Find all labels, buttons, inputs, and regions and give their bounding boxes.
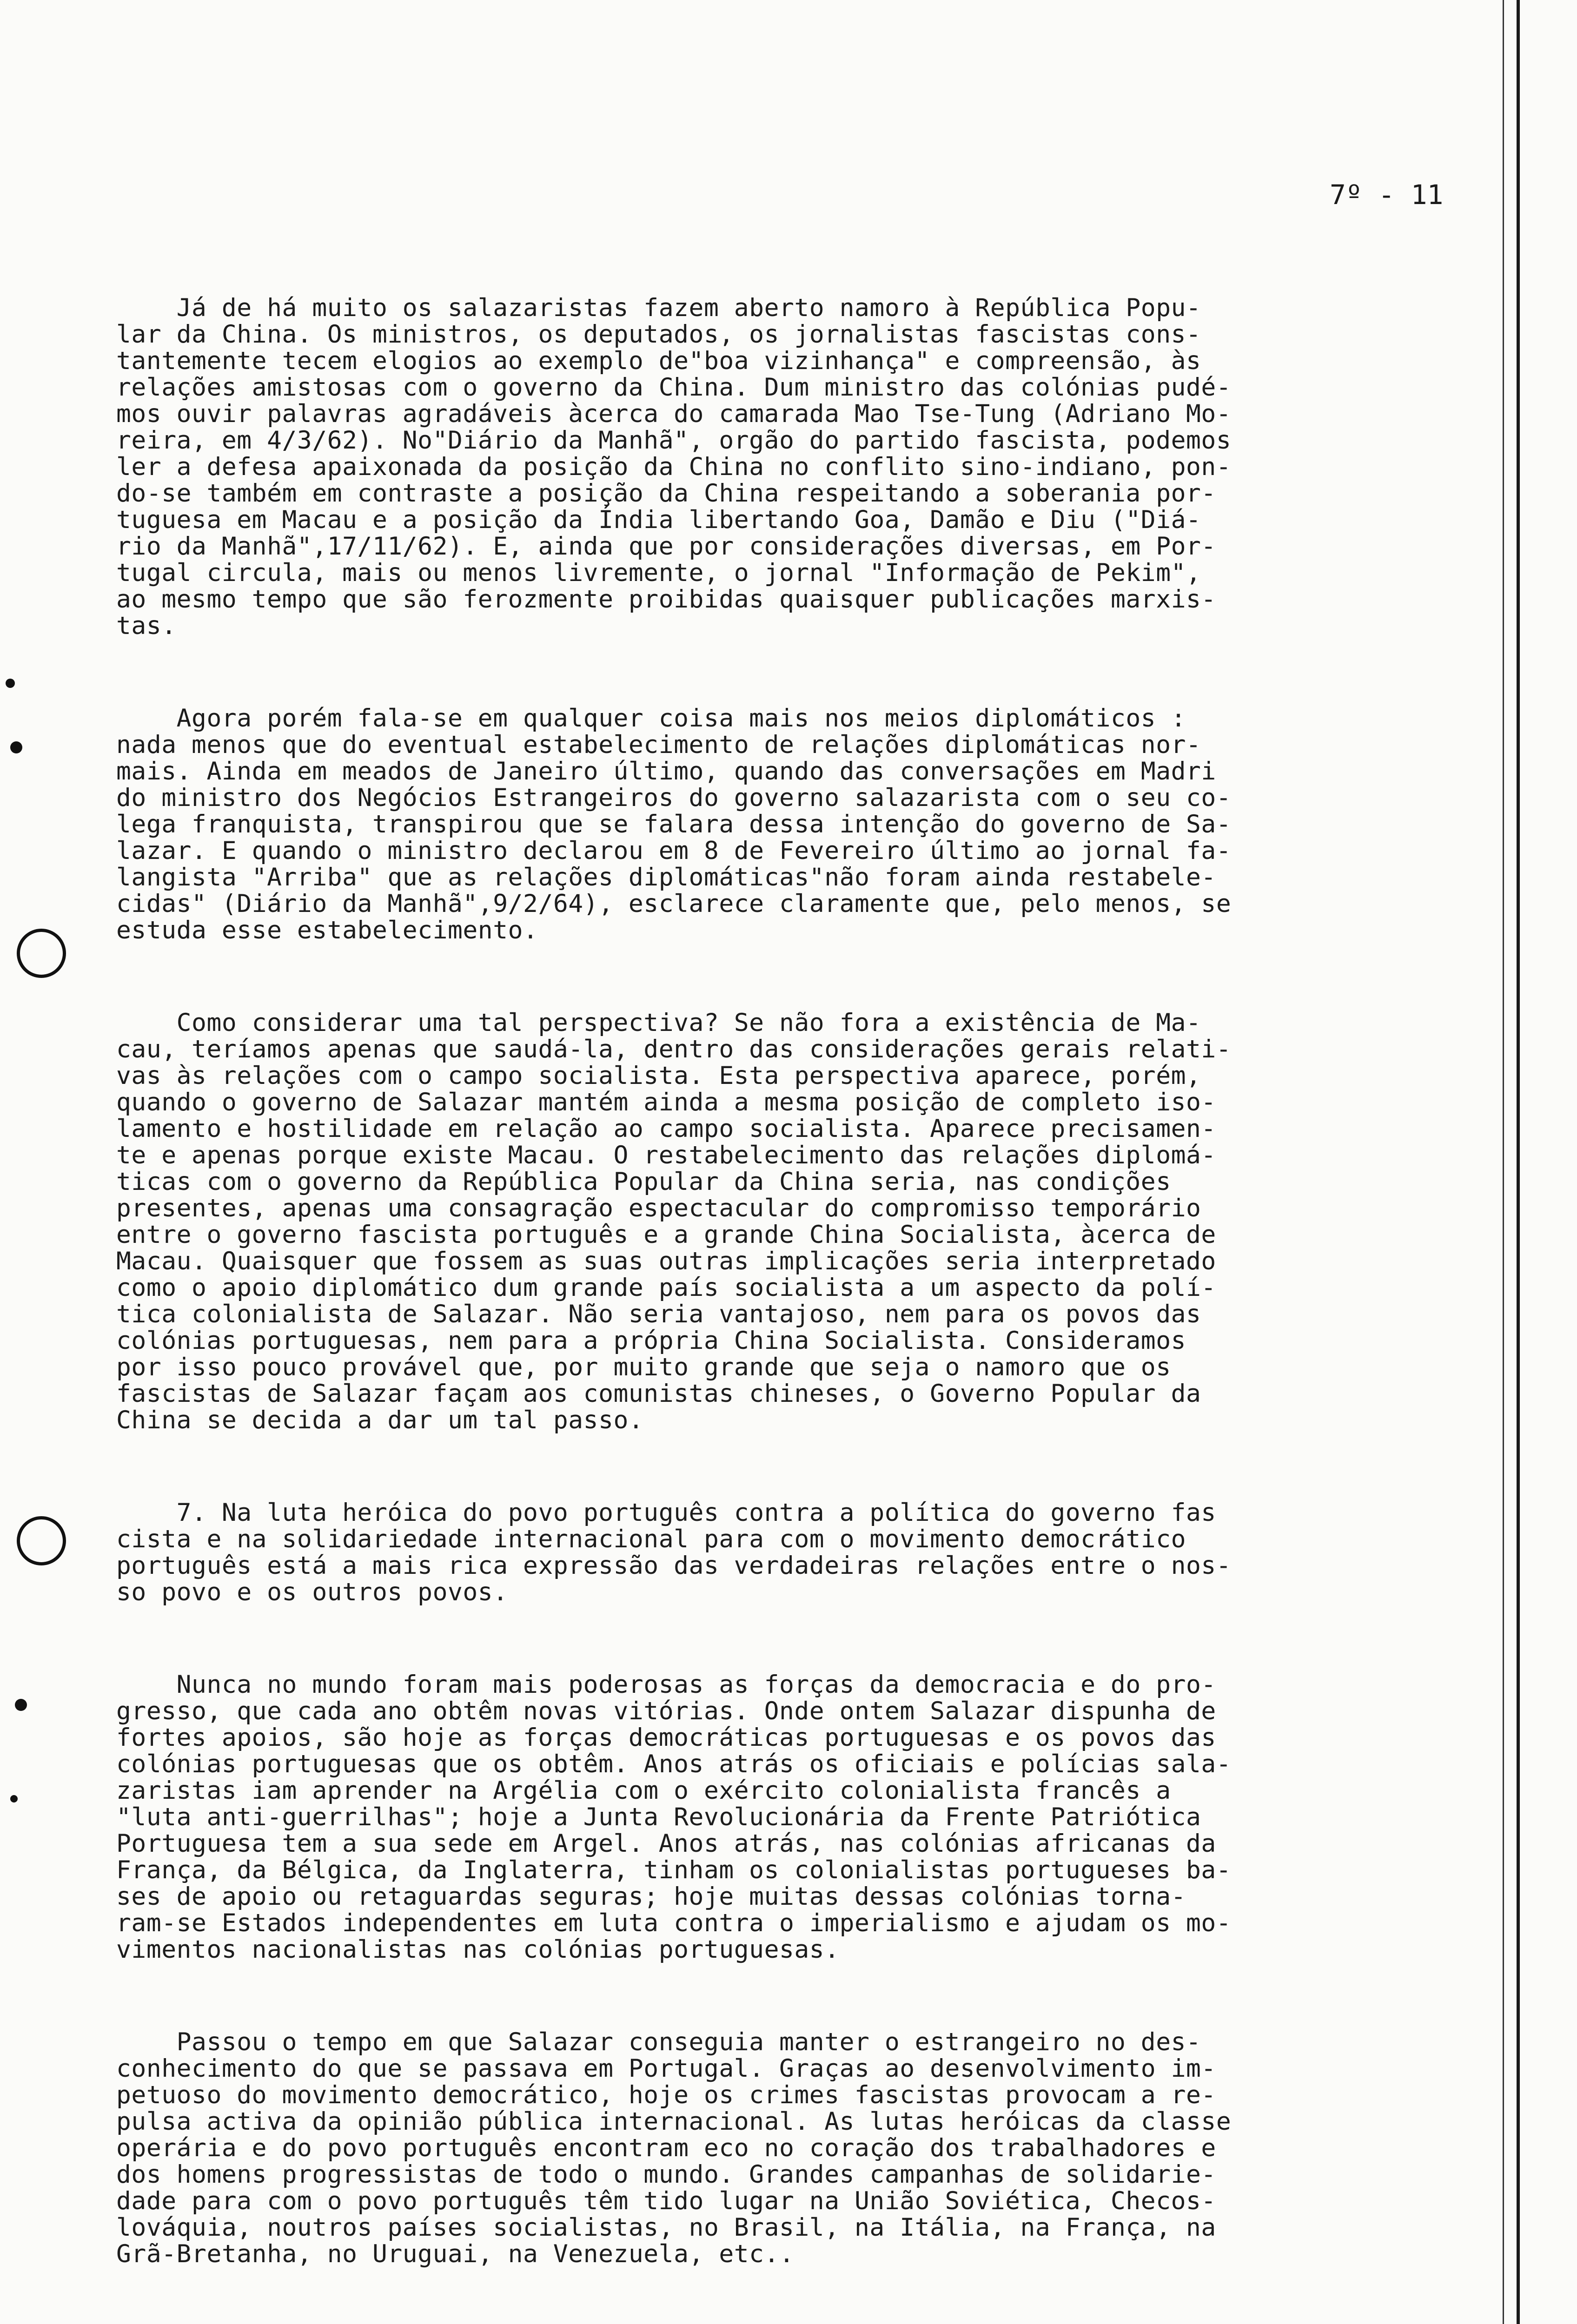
punch-hole xyxy=(17,929,66,978)
paragraph-democratic-forces: Nunca no mundo foram mais poderosas as forças da democracia e do pro- gresso, que cada ano obtêm novas vitórias. Onde ontem Salazar dispunha de fortes apoios, são hoje as forças democráticas portuguesas e os povos das colónias portuguesas que os obtêm. Anos atrás os oficiais e polícias sala- zaristas iam aprender na Argélia com o exército colonialista francês a "luta anti-guerrilhas"; hoje a Junta Revolucionária da Frente Patriótica Portuguesa tem a sua sede em Argel. Anos atrás, nas colónias africanas da França, da Bélgica, da Inglaterra, tinham os colonialistas portugueses ba- ses de apoio ou retaguardas seguras; hoje muitas dessas colónias torna- ram-se Estados independentes em luta contra o imperialismo e ajudam os mo- vimentos nacionalistas nas colónias portuguesas. xyxy=(116,1670,1232,1964)
body-text xyxy=(116,242,1506,2324)
page-edge-border xyxy=(1517,0,1520,2324)
margin-mark-dot xyxy=(10,741,22,753)
margin-mark-dot xyxy=(10,1795,18,1802)
page-number: 7º - 11 xyxy=(1330,179,1444,211)
margin-mark-dot xyxy=(6,679,15,688)
paragraph-macau-perspective: Como considerar uma tal perspectiva? Se não fora a existência de Ma- cau, teríamos apenas que saudá-la, dentro das considerações gerais relati- vas às relações com o campo socialista. Esta perspectiva aparece, porém, quando o governo de Salazar mantém ainda a mesma posição de completo iso- lamento e hostilidade em relação ao campo socialista. Aparece precisamen- te e apenas porque existe Macau. O restabelecimento das relações diplomá- ticas com o governo da República Popular da China seria, nas condições presentes, apenas uma consagração espectacular do compromisso temporário entre o governo fascista português e a grande China Socialista, àcerca de Macau. Quaisquer que fossem as suas outras implicações seria interpretado como o apoio diplomático dum grande país socialista a um aspecto da polí- tica colonialista de Salazar. Não seria vantajoso, nem para os povos das colónias portuguesas, nem para a própria China Socialista. Consideramos por isso pouco provável que, por muito grande que seja o namoro que os fascistas de Salazar façam aos comunistas chineses, o Governo Popular da China se decida a dar um tal passo. xyxy=(116,1009,1232,1434)
paragraph-point-7: 7. Na luta heróica do povo português contra a política do governo fas cista e na solidariedade internacional para com o movimento democrático português está a mais rica expressão das verdadeiras relações entre o nos- so povo e os outros povos. xyxy=(116,1499,1232,1606)
margin-mark-dot xyxy=(15,1699,27,1711)
paragraph-salazarists-china: Já de há muito os salazaristas fazem aberto namoro à República Popu- lar da China. Os ministros, os deputados, os jornalistas fascistas cons- tantemente tecem elogios ao exemplo de"boa vizinhança" e compreensão, às relações amistosas com o governo da China. Dum ministro das colónias pudé- mos ouvir palavras agradáveis àcerca do camarada Mao Tse-Tung (Adriano Mo- reira, em 4/3/62). No"Diário da Manhã", orgão do partido fascista, podemos ler a defesa apaixonada da posição da China no conflito sino-indiano, pon- do-se também em contraste a posição da China respeitando a soberania por- tuguesa em Macau e a posição da Índia libertando Goa, Damão e Diu ("Diá- rio da Manhã",17/11/62). E, ainda que por considerações diversas, em Por- tugal circula, mais ou menos livremente, o jornal "Informação de Pekim", ao mesmo tempo que são ferozmente proibidas quaisquer publicações marxis- tas. xyxy=(116,294,1232,640)
paragraph-international-solidarity: Passou o tempo em que Salazar conseguia manter o estrangeiro no des- conhecimento do que se passava em Portugal. Graças ao desenvolvimento im- petuoso do movimento democrático, hoje os crimes fascistas provocam a re- pulsa activa da opinião pública internacional. As lutas heróicas da classe operária e do povo português encontram eco no coração dos trabalhadores e dos homens progressistas de todo o mundo. Grandes campanhas de solidarie- dade para com o povo português têm tido lugar na União Soviética, Checos- lováquia, noutros países socialistas, no Brasil, na Itália, na França, na Grã-Bretanha, no Uruguai, na Venezuela, etc.. xyxy=(116,2028,1232,2268)
paragraph-diplomatic-relations: Agora porém fala-se em qualquer coisa mais nos meios diplomáticos : nada menos que do eventual estabelecimento de relações diplomáticas nor- mais. Ainda em meados de Janeiro último, quando das conversações em Madri do ministro dos Negócios Estrangeiros do governo salazarista com o seu co- lega franquista, transpirou que se falara dessa intenção do governo de Sa- lazar. E quando o ministro declarou em 8 de Fevereiro último ao jornal fa- langista "Arriba" que as relações diplomáticas"não foram ainda restabele- cidas" (Diário da Manhã",9/2/64), esclarece claramente que, pelo menos, se estuda esse estabelecimento. xyxy=(116,704,1232,944)
punch-hole xyxy=(17,1516,66,1565)
